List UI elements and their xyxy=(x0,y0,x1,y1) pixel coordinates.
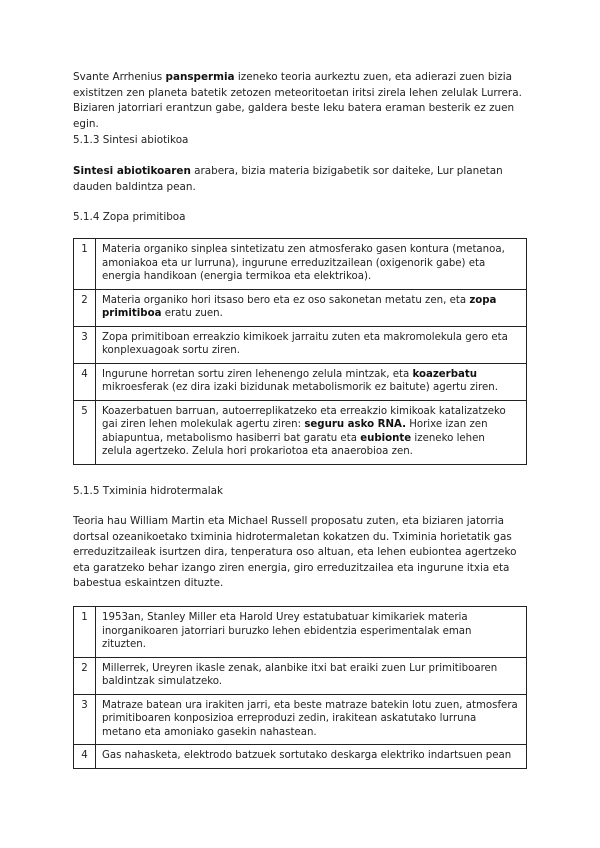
row-text xyxy=(96,363,527,400)
row-text xyxy=(96,745,527,769)
bold-term: eubionte xyxy=(360,432,412,444)
text-run: eratu zuen. xyxy=(161,308,223,319)
table-row xyxy=(74,289,527,326)
table-row xyxy=(74,400,527,464)
text-run: Horixe izan zen abiapuntua, metabolismo hasiberri bat garatu eta xyxy=(102,419,488,444)
intro-paragraph xyxy=(73,70,533,132)
heading-sintesi-abiotikoa: 5.1.3 Sintesi abiotikoa xyxy=(73,134,189,146)
row-number: 3 xyxy=(74,694,96,745)
row-text xyxy=(96,694,527,745)
text-run: Materia organiko sinplea sintetizatu zen atmosferako gasen kontura (metanoa, amoniakoa eta ur lurruna), ingurune erreduzitzailean (oxigenorik gabe) eta energia handikoan (energia termikoa eta elektrikoa). xyxy=(102,244,505,282)
bold-term: zopa primitiboa xyxy=(102,294,497,319)
bold-term: koazerbatu xyxy=(412,368,477,380)
sintesi-term: Sintesi abiotikoaren xyxy=(73,165,191,177)
text-run: izeneko lehen zelula agertzeko. Zelula hori prokariotoa eta anaerobioa zen. xyxy=(102,432,485,457)
text-run: Materia organiko hori itsaso bero eta ez oso sakonetan metatu zen, eta xyxy=(102,294,470,306)
bold-term: seguru asko RNA. xyxy=(304,419,406,430)
row-text xyxy=(96,657,527,694)
row-number: 5 xyxy=(74,400,96,464)
row-number: 2 xyxy=(74,289,96,326)
text-run: Gas nahasketa, elektrodo batzuek sortutako deskarga elektriko indartsuen pean xyxy=(102,750,512,761)
table-row xyxy=(74,694,527,745)
row-number: 1 xyxy=(74,607,96,658)
heading-tximinia: 5.1.5 Tximinia hidrotermalak xyxy=(73,485,224,497)
intro-text-post: izeneko teoria aurkeztu zuen, eta adierazi zuen bizia existitzen zen planeta batetik zetozen meteoritoetan iritsi zirela lehen zelulak Lurrera. Biziaren jatorriari erantzun gabe, galdera beste leku batera eraman besterik ez zuen egin. xyxy=(73,71,522,130)
row-text xyxy=(96,607,527,658)
heading-zopa-primitiboa: 5.1.4 Zopa primitiboa xyxy=(73,211,186,223)
table-row xyxy=(74,607,527,658)
text-run: Matraze batean ura irakiten jarri, eta beste matraze batekin lotu zuen, atmosfera primitiboaren konposizioa erreproduzi zedin, irakitean askatutako lurruna metano eta amoniako gasekin nahastean. xyxy=(102,699,518,738)
table-row xyxy=(74,363,527,400)
row-number: 3 xyxy=(74,326,96,363)
row-number: 4 xyxy=(74,745,96,769)
row-text xyxy=(96,239,527,290)
text-run: Ingurune horretan sortu ziren lehenengo zelula mintzak, eta xyxy=(102,368,413,380)
miller-steps-table xyxy=(73,606,527,769)
table-row xyxy=(74,745,527,769)
sintesi-paragraph xyxy=(73,164,533,195)
row-text xyxy=(96,289,527,326)
table-row xyxy=(74,657,527,694)
row-number: 4 xyxy=(74,363,96,400)
text-run: 1953an, Stanley Miller eta Harold Urey estatubatuar kimikariek materia inorganikoaren jatorriari buruzko lehen ebidentzia esperimentalak eman zituzten. xyxy=(102,612,472,650)
row-number: 2 xyxy=(74,657,96,694)
intro-text-pre: Svante Arrhenius xyxy=(73,71,166,83)
text-run: Millerrek, Ureyren ikasle zenak, alanbike itxi bat eraiki zuen Lur primitiboaren baldintzak simulatzeko. xyxy=(102,662,498,687)
table-row xyxy=(74,239,527,290)
text-run: Zopa primitiboan erreakzio kimikoek jarraitu zuten eta makromolekula gero eta konplexuagoak sortu ziren. xyxy=(102,331,508,356)
text-run: mikroesferak (ez dira izaki bizidunak metabolismorik ez baitute) agertu ziren. xyxy=(102,382,498,393)
row-number: 1 xyxy=(74,239,96,290)
panspermia-term: panspermia xyxy=(165,71,235,83)
sintesi-text: arabera, bizia materia bizigabetik sor daiteke, Lur planetan dauden baldintza pean. xyxy=(73,165,503,193)
row-text xyxy=(96,400,527,464)
zopa-steps-table xyxy=(73,238,527,465)
tximinia-paragraph: Teoria hau William Martin eta Michael Russell proposatu zuten, eta biziaren jatorria dortsal ozeanikoetako tximinia hidrotermaletan kokatzen du. Tximinia horietatik gas erreduzitzaileak isurtzen dira, tenperatura oso altuan, eta lehen eubiontea agertzeko eta garatzeko behar izango ziren energia, giro erreduzitzailea eta ingurune itxia eta babestua eskaintzen dituzte. xyxy=(73,515,517,590)
row-text xyxy=(96,326,527,363)
text-run: Koazerbatuen barruan, autoerreplikatzeko eta erreakzio kimikoak katalizatzeko gai ziren lehen molekulak agertu ziren: xyxy=(102,405,506,430)
table-row xyxy=(74,326,527,363)
